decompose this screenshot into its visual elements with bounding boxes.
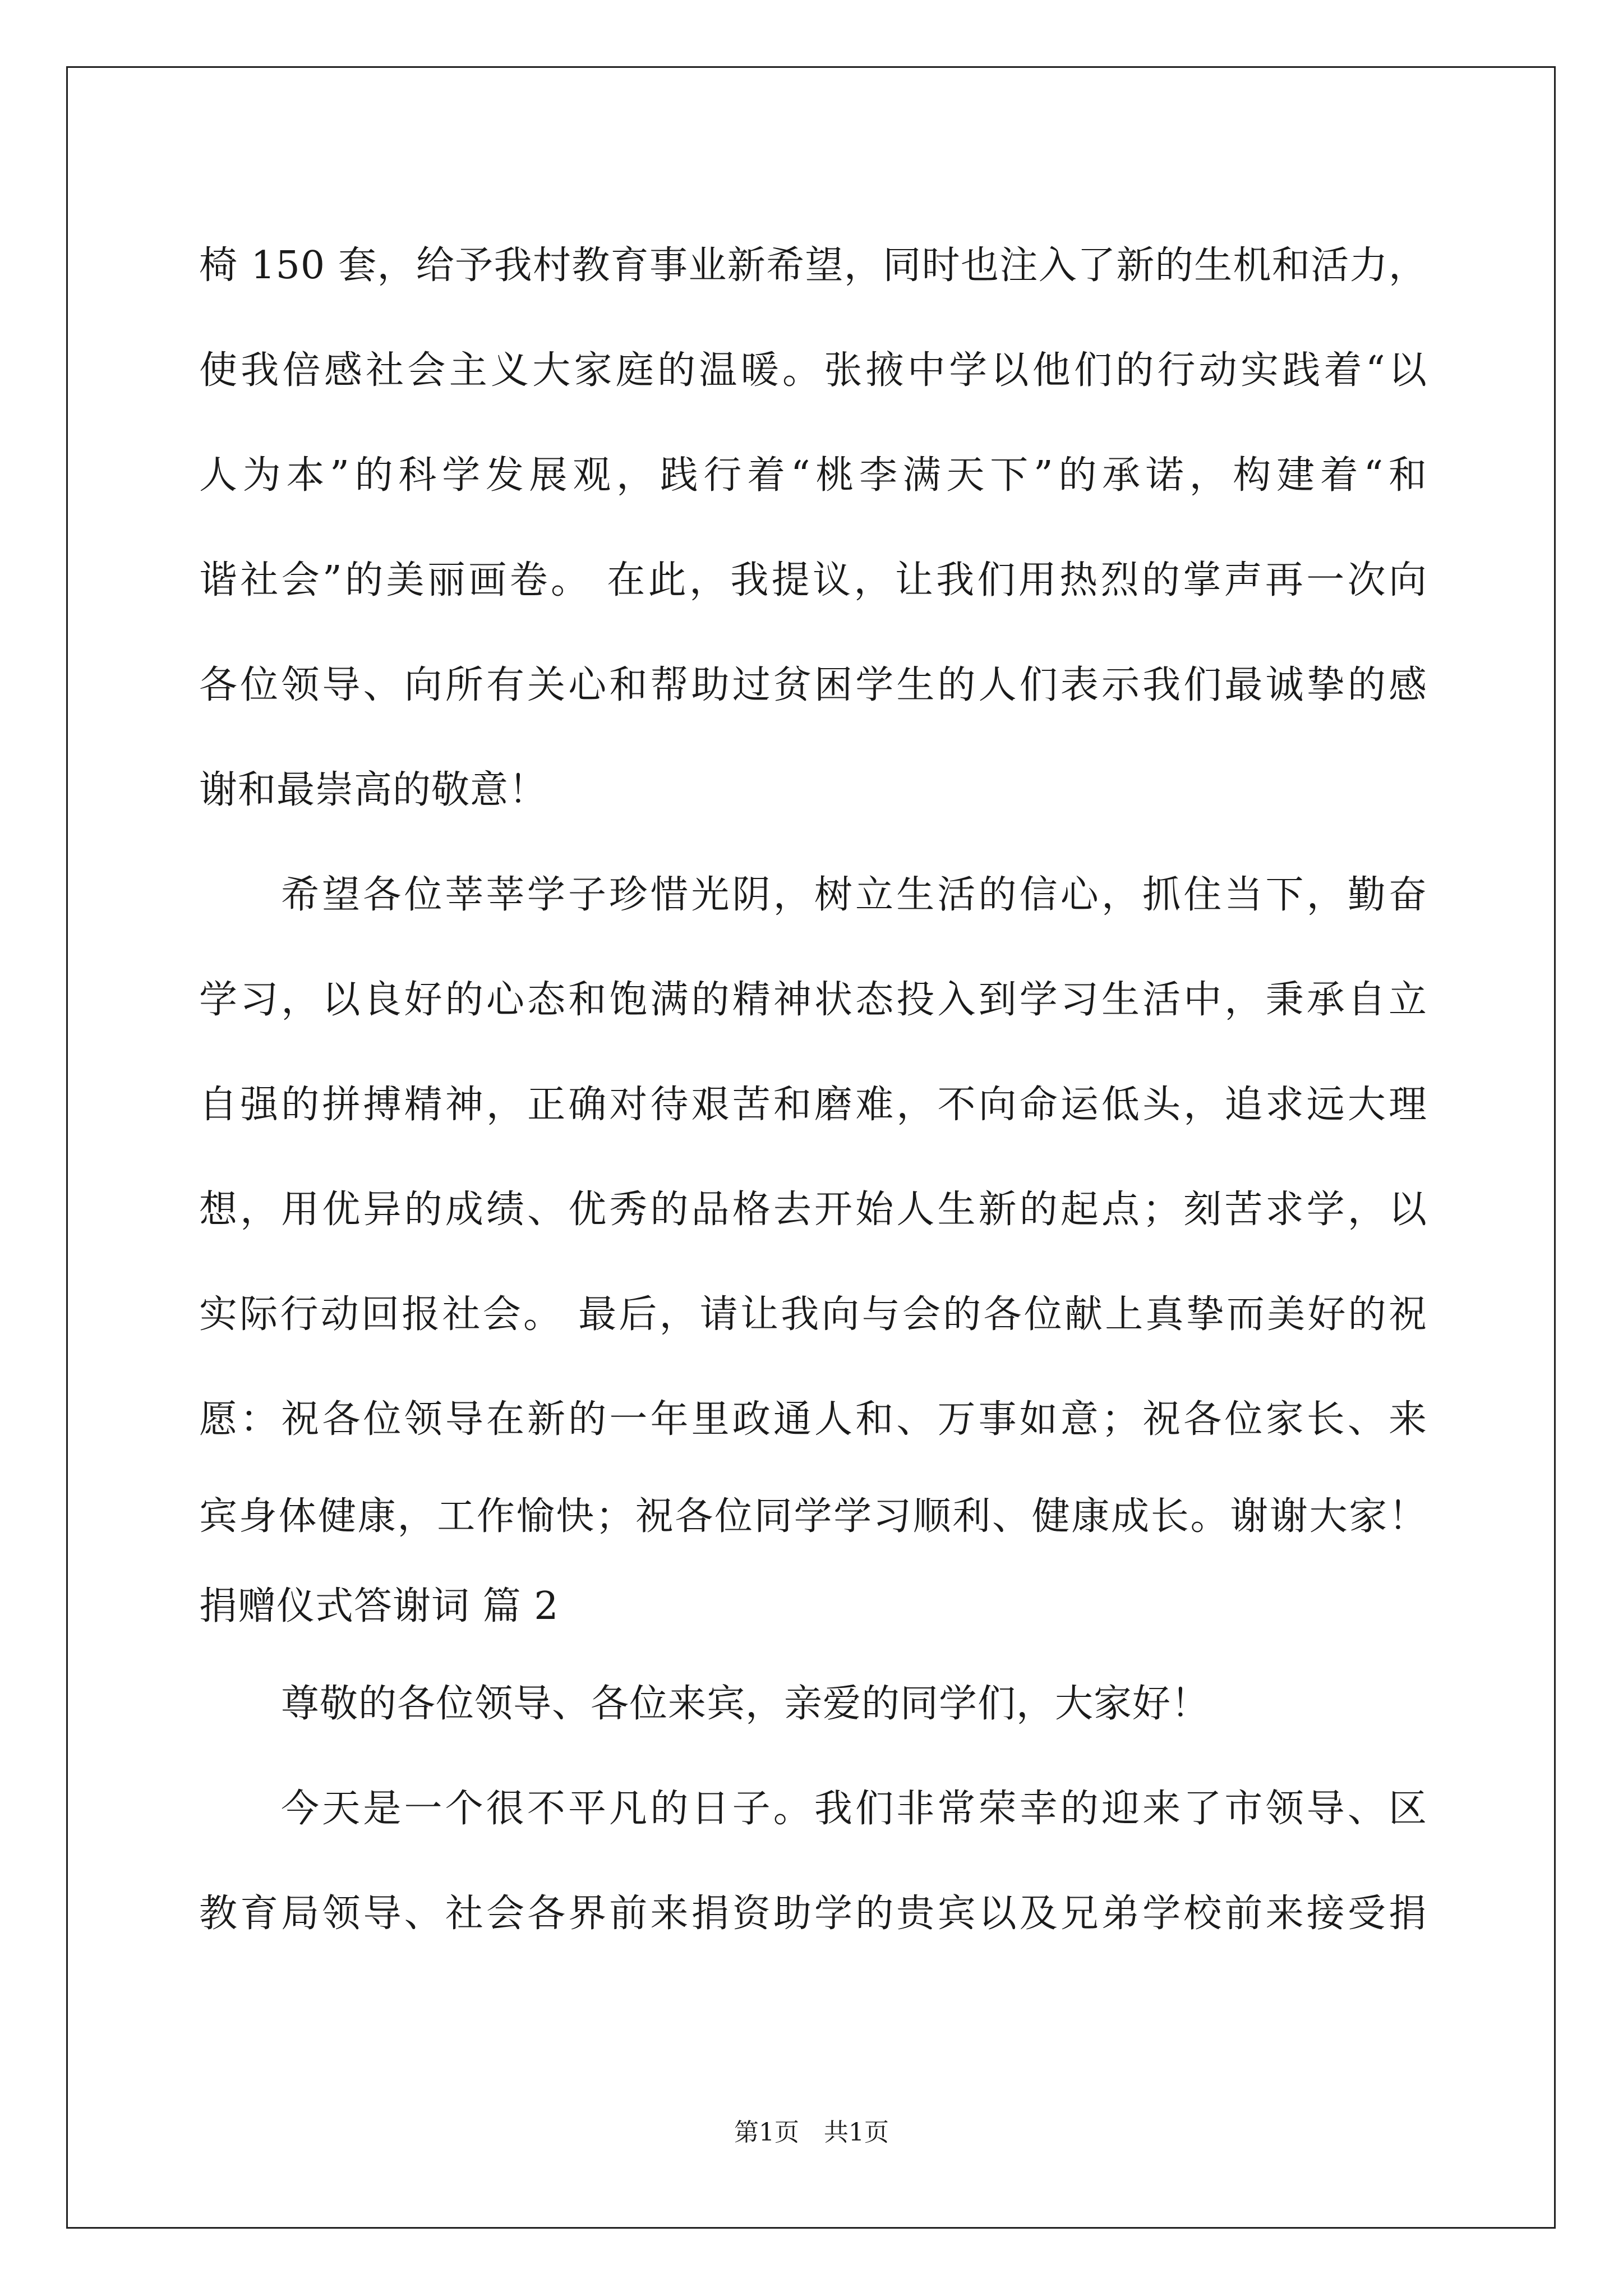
text-line: 椅 150 套，给予我村教育事业新希望，同时也注入了新的生机和活力， (199, 243, 1427, 288)
text-line: 学习，以良好的心态和饱满的精神状态投入到学习生活中，秉承自立 (199, 978, 1427, 1022)
text-line: 今天是一个很不平凡的日子。我们非常荣幸的迎来了市领导、区 (281, 1787, 1427, 1831)
text-line: 各位领导、向所有关心和帮助过贫困学生的人们表示我们最诚挚的感 (199, 663, 1427, 707)
text-line: 宾身体健康，工作愉快；祝各位同学学习顺利、健康成长。谢谢大家！ (199, 1494, 1427, 1539)
page-footer: 第1页 共1页 (734, 2118, 889, 2147)
text-line: 尊敬的各位领导、各位来宾，亲爱的同学们，大家好！ (281, 1682, 1210, 1726)
text-line: 希望各位莘莘学子珍惜光阴，树立生活的信心，抓住当下，勤奋 (281, 873, 1427, 917)
section-heading: 捐赠仪式答谢词 篇 2 (199, 1584, 559, 1628)
text-line: 愿：祝各位领导在新的一年里政通人和、万事如意；祝各位家长、来 (199, 1397, 1427, 1442)
text-line: 使我倍感社会主义大家庭的温暖。张掖中学以他们的行动实践着“以 (199, 348, 1427, 393)
text-line: 想，用优异的成绩、优秀的品格去开始人生新的起点；刻苦求学，以 (199, 1188, 1427, 1232)
text-line: 教育局领导、社会各界前来捐资助学的贵宾以及兄弟学校前来接受捐 (199, 1892, 1427, 1936)
text-line: 人为本”的科学发展观，践行着“桃李满天下”的承诺，构建着“和 (199, 453, 1427, 498)
text-line: 谢和最崇高的敬意！ (199, 768, 548, 812)
text-line: 自强的拼搏精神，正确对待艰苦和磨难，不向命运低头，追求远大理 (199, 1083, 1427, 1127)
document-body (199, 213, 1427, 1966)
text-line: 谐社会”的美丽画卷。 在此，我提议，让我们用热烈的掌声再一次向 (199, 558, 1427, 602)
text-line: 实际行动回报社会。 最后，请让我向与会的各位献上真挚而美好的祝 (199, 1292, 1427, 1337)
